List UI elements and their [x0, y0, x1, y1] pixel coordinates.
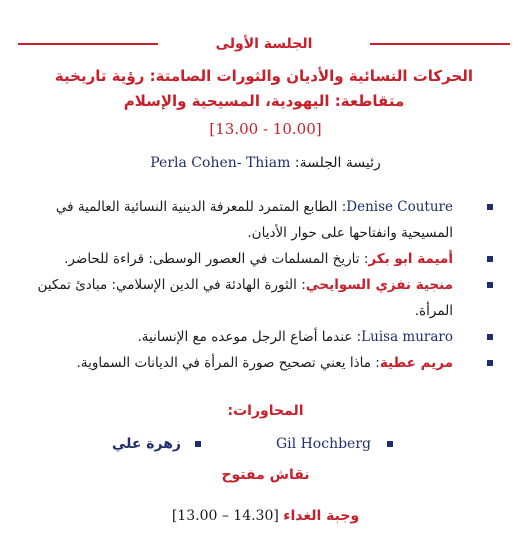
talk-separator: : [337, 199, 347, 215]
session-heading [18, 64, 510, 114]
session-heading-line1: الحركات النسائية والأديان والثورات الصامتة: رؤية تاريخية [54, 67, 474, 85]
talk-separator: : [352, 329, 362, 345]
session-heading-line2: متقاطعة: اليهودية، المسيحية والإسلام [123, 92, 405, 110]
square-bullet-icon [487, 282, 493, 288]
discussant-name: Gil Hochberg [276, 436, 371, 452]
discussants-row [0, 432, 531, 456]
talk-speaker: مريم عطية [379, 355, 453, 371]
talk-title: ماذا يعني تصحيح صورة المرأة في الديانات السماوية. [76, 355, 371, 371]
square-bullet-icon [195, 441, 201, 447]
lunch-time: [13.00 – 14.30] [171, 508, 279, 524]
session-title: الجلسة الأولى [215, 36, 313, 52]
talk-speaker: منجية نفزي السوايحي [305, 277, 453, 293]
talk-item [31, 194, 471, 246]
square-bullet-icon [387, 441, 393, 447]
session-header [18, 34, 510, 54]
open-discussion: نقاش مفتوح [221, 467, 310, 483]
talk-title: الثورة الهادئة في الدين الإسلامي: مبادئ تمكين المرأة. [37, 277, 453, 319]
divider-left [18, 43, 158, 45]
square-bullet-icon [487, 334, 493, 340]
talk-separator: : [370, 355, 380, 371]
talk-title: الطابع المتمرد للمعرفة الدينية النسائية العالمية في المسيحية وانفتاحها على حوار الأديان. [55, 199, 453, 241]
lunch-label: وجبة الغداء [283, 508, 360, 524]
talk-item [31, 350, 471, 376]
talk-separator: : [359, 251, 369, 267]
talk-title: تاريخ المسلمات في العصور الوسطى: قراءة للحاضر. [64, 251, 360, 267]
lunch-break [0, 505, 531, 527]
square-bullet-icon [487, 256, 493, 262]
square-bullet-icon [487, 204, 493, 210]
talk-speaker: أميمة ابو بكر [368, 251, 453, 267]
square-bullet-icon [487, 360, 493, 366]
talk-item [31, 324, 471, 350]
discussant-name: زهرة علي [111, 436, 181, 452]
talk-speaker: Denise Couture [346, 199, 453, 215]
talk-item [31, 272, 471, 324]
chair-name: Perla Cohen- Thiam [150, 155, 291, 171]
session-time: [13.00 - 10.00] [209, 120, 322, 138]
discussants-label: المحاورات: [227, 403, 304, 419]
talk-title: عندما أضاع الرجل موعده مع الإنسانية. [137, 329, 353, 345]
session-chair [0, 152, 531, 174]
chair-label: رئيسة الجلسة: [294, 155, 381, 171]
talk-list [31, 194, 471, 376]
talk-item [31, 246, 471, 272]
talk-separator: : [296, 277, 306, 293]
talk-speaker: Luisa muraro [361, 329, 453, 345]
